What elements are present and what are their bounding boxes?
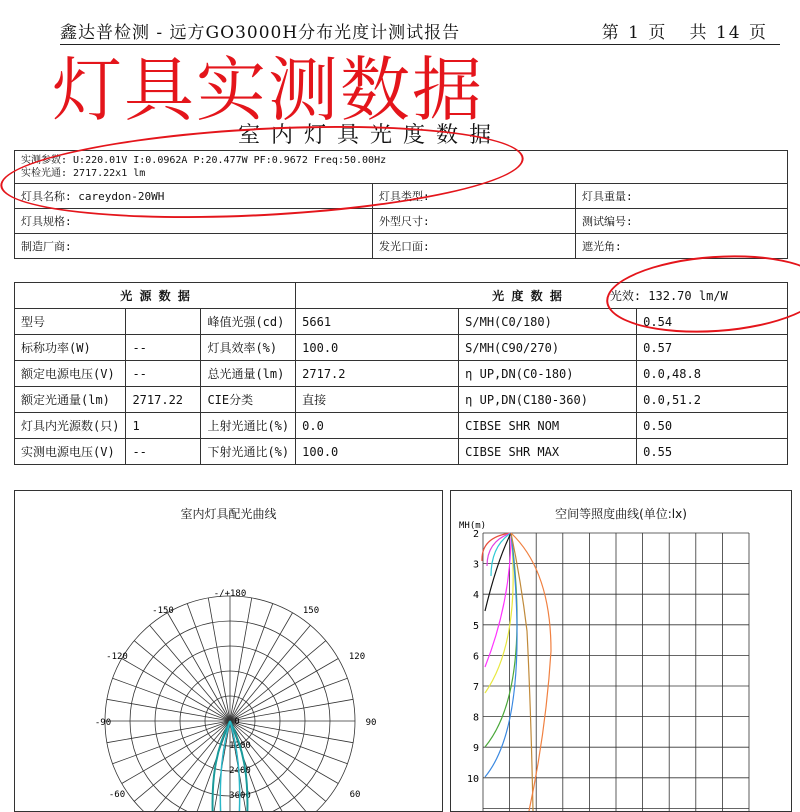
polar-ring-label: 2400 xyxy=(229,766,251,776)
polar-ring-label: 1200 xyxy=(229,741,251,751)
polar-angle-label: 90 xyxy=(365,718,377,728)
table-row: 额定光通量(lm) 2717.22 CIE分类 直接 η UP,DN(C180-360) 0.0,51.2 xyxy=(15,387,788,413)
table-row: 灯具内光源数(只) 1 上射光通比(%) 0.0 CIBSE SHR NOM 0.50 xyxy=(15,413,788,439)
table-row: 标称功率(W) -- 灯具效率(%) 100.0 S/MH(C90/270) 0.57 xyxy=(15,335,788,361)
polar-diagram xyxy=(15,491,442,811)
isolux-curve xyxy=(511,533,551,811)
polar-angle-label: 60 xyxy=(349,790,361,800)
isolux-curve xyxy=(482,533,511,561)
polar-angle-label: -60 xyxy=(108,790,126,800)
page-indicator: 第 1 页 共 14 页 xyxy=(601,23,768,43)
measure-params: 实测参数: U:220.01V I:0.0962A P:20.477W PF:0.9672 Freq:50.00Hz 实检光通: 2717.22x1 lm xyxy=(15,151,788,184)
info-row: 灯具规格: 外型尺寸: 测试编号: xyxy=(15,209,788,234)
polar-angle-label: 0 xyxy=(234,717,240,727)
photometric-caption: 光 度 数 据 光效: 132.70 lm/W xyxy=(296,283,788,309)
polar-angle-label: -90 xyxy=(94,718,112,728)
table-row: 额定电源电压(V) -- 总光通量(lm) 2717.2 η UP,DN(C0-180) 0.0,48.8 xyxy=(15,361,788,387)
polar-angle-label: -150 xyxy=(152,606,174,616)
isolux-curve xyxy=(485,533,511,611)
red-title: 灯具实测数据 xyxy=(52,49,484,131)
polar-angle-label: 120 xyxy=(348,652,366,662)
report-header-title: 鑫达普检测 - 远方GO3000H分布光度计测试报告 xyxy=(60,23,461,43)
report-header xyxy=(60,18,780,46)
header-divider xyxy=(60,44,780,45)
isolux-curve xyxy=(485,533,513,693)
iso-y-tick: 6 xyxy=(472,651,479,663)
iso-y-tick: 10 xyxy=(466,773,479,785)
iso-y-tick: 8 xyxy=(472,712,479,724)
light-source-caption: 光 源 数 据 xyxy=(15,283,296,309)
table-row: 实测电源电压(V) -- 下射光通比(%) 100.0 CIBSE SHR MAX 0.55 xyxy=(15,439,788,465)
iso-y-tick: 9 xyxy=(472,743,479,755)
info-row: 灯具名称: careydon-20WH 灯具类型: 灯具重量: xyxy=(15,184,788,209)
polar-diagram-panel xyxy=(14,490,443,812)
iso-y-tick: 7 xyxy=(472,682,479,693)
info-row: 制造厂商: 发光口面: 遮光角: xyxy=(15,234,788,259)
iso-y-tick: 2 xyxy=(472,529,479,540)
isolux-diagram xyxy=(451,491,791,811)
iso-y-tick: 4 xyxy=(472,590,479,602)
polar-ring-label: 3600 xyxy=(229,791,251,801)
sub-title: 室内灯具光度数据 xyxy=(238,123,503,148)
efficacy-value: 光效: 132.70 lm/W xyxy=(609,289,728,303)
polar-title: 室内灯具配光曲线 xyxy=(180,507,277,521)
isolux-panel xyxy=(450,490,792,812)
iso-y-tick: 3 xyxy=(472,559,479,571)
polar-angle-label: -120 xyxy=(106,652,128,662)
isolux-curve xyxy=(485,533,517,747)
iso-y-tick: 5 xyxy=(472,620,479,632)
polar-angle-label: -/+180 xyxy=(213,589,247,599)
isolux-y-label: MH(m) xyxy=(459,521,487,531)
polar-spoke xyxy=(150,721,230,811)
polar-angle-label: 150 xyxy=(302,606,320,616)
table-row: 型号 峰值光强(cd) 5661 S/MH(C0/180) 0.54 xyxy=(15,309,788,335)
isolux-title: 空间等照度曲线(单位:lx) xyxy=(555,507,687,521)
